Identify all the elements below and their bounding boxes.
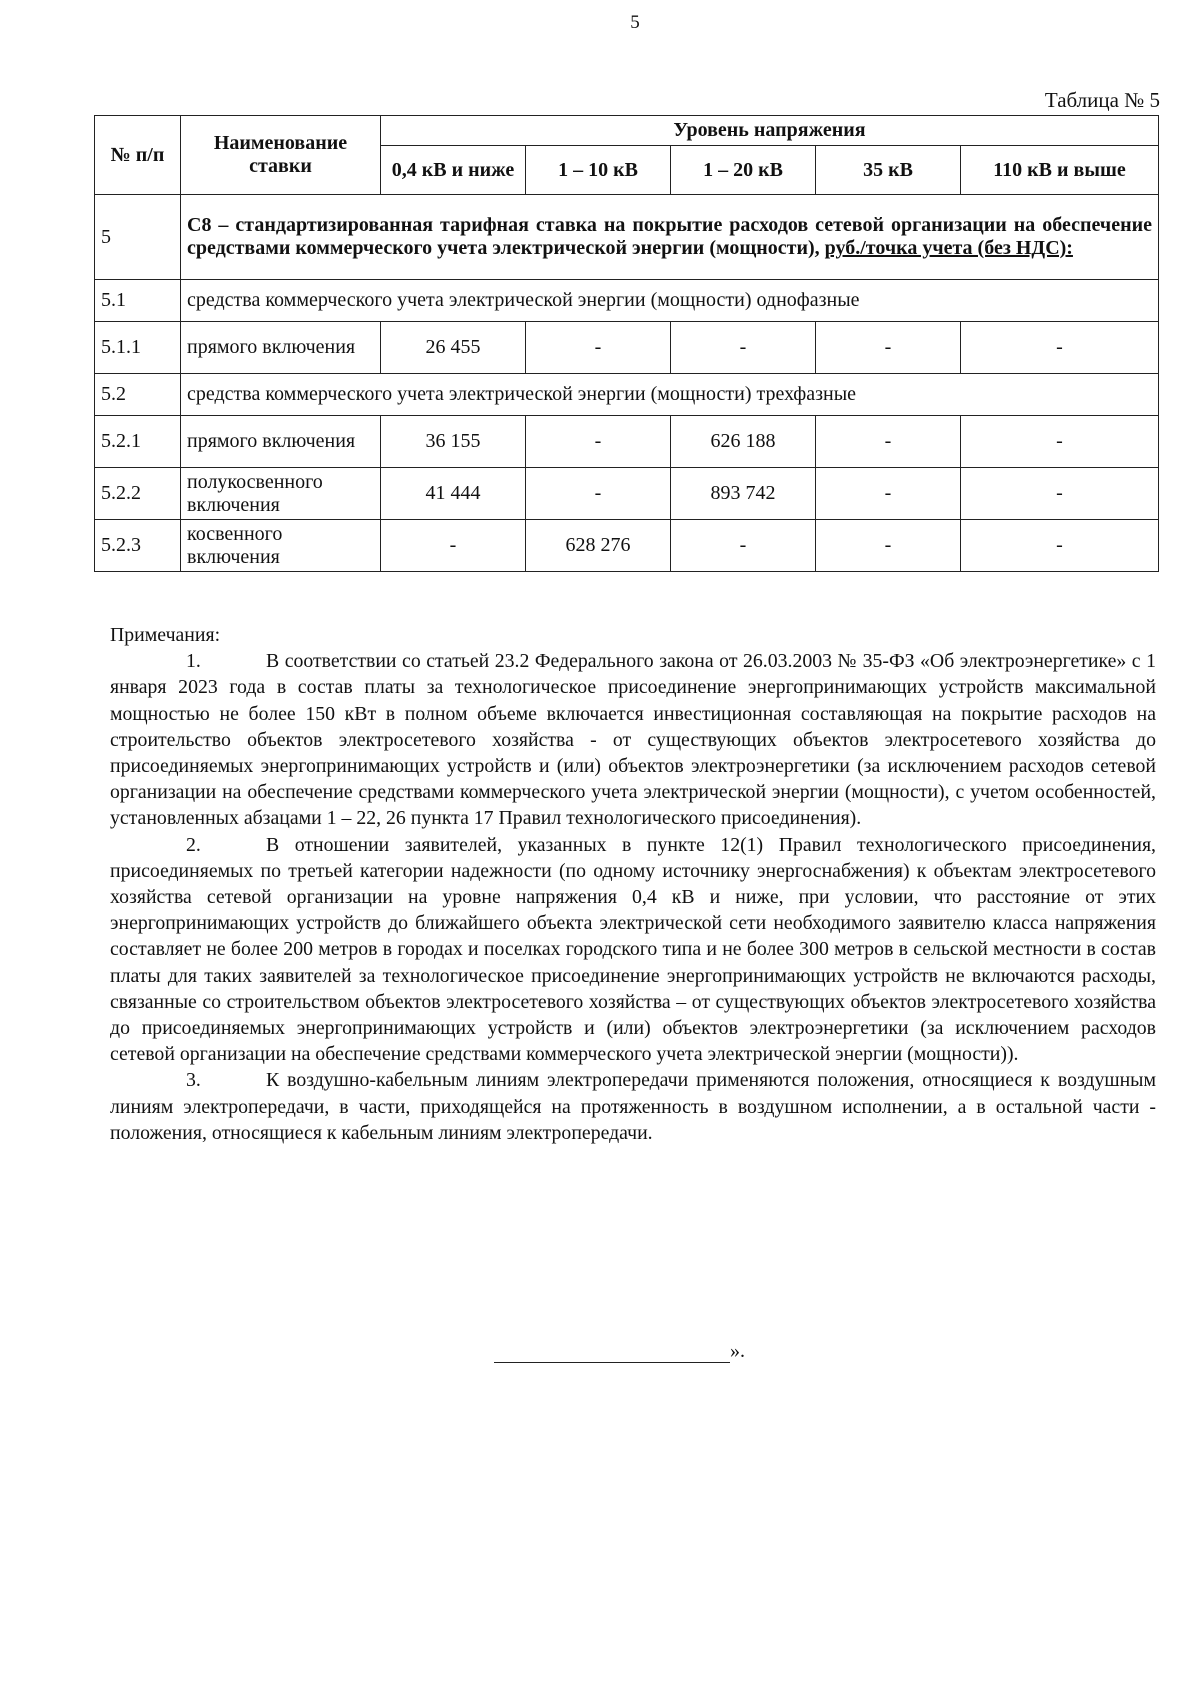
row-value: 893 742 (671, 468, 816, 520)
table-row (95, 322, 1159, 374)
row-name: полукосвенного включения (181, 468, 381, 520)
notes-list (110, 648, 1156, 1146)
row-value: - (816, 520, 961, 572)
row-num: 5.2.1 (95, 416, 181, 468)
row-value: - (961, 322, 1159, 374)
row-value: 626 188 (671, 416, 816, 468)
row-value: - (526, 322, 671, 374)
header-name: Наименование ставки (181, 116, 381, 195)
row-value: - (526, 416, 671, 468)
closing-quote: ». (730, 1340, 745, 1362)
row-value: - (816, 416, 961, 468)
closing-mark (494, 1340, 745, 1363)
section-5-title-text: С8 – стандартизированная тарифная ставка на покрытие расходов сетевой организации на обеспечение средствами коммерческого учета электрической энергии (мощности), (187, 214, 1152, 259)
section-5-title (181, 195, 1159, 280)
row-name: прямого включения (181, 416, 381, 468)
header-voltage-4: 110 кВ и выше (961, 146, 1159, 195)
header-voltage-0: 0,4 кВ и ниже (381, 146, 526, 195)
row-value: - (961, 416, 1159, 468)
row-value: 41 444 (381, 468, 526, 520)
row-name: косвенного включения (181, 520, 381, 572)
table-row (95, 520, 1159, 572)
note-item (110, 832, 1156, 1068)
note-text: В соответствии со статьей 23.2 Федерального закона от 26.03.2003 № 35-ФЗ «Об электроэнергетике» с 1 января 2023 года в состав платы за технологическое присоединение энергопринимающих устройств максимальной мощностью не более 150 кВт в полном объеме включается инвестиционная составляющая на покрытие расходов на строительство объектов электросетевого хозяйства - от существующих объектов электросетевого хозяйства до присоединяемых энергопринимающих устройств и (или) объектов электроэнергетики (за исключением расходов сетевой организации на обеспечение средствами коммерческого учета электрической энергии (мощности), с учетом особенностей, установленных абзацами 1 – 22, 26 пункта 17 Правил технологического присоединения). (110, 650, 1156, 830)
row-value: - (381, 520, 526, 572)
row-value: - (526, 468, 671, 520)
closing-line (494, 1342, 730, 1363)
row-value: - (961, 468, 1159, 520)
table-row (95, 416, 1159, 468)
section-5-1-title: средства коммерческого учета электрической энергии (мощности) однофазные (181, 280, 1159, 322)
section-5-num: 5 (95, 195, 181, 280)
note-text: В отношении заявителей, указанных в пункте 12(1) Правил технологического присоединения, присоединяемых по третьей категории надежности (по одному источнику энергоснабжения) к объектам электросетевого хозяйства сетевой организации на уровне напряжения 0,4 кВ и ниже, при условии, что расстояние от этих энергопринимающих устройств до ближайшего объекта электрической сети необходимого заявителю класса напряжения составляет не более 200 метров в городах и поселках городского типа и не более 300 метров в сельской местности в состав платы для таких заявителей за технологическое присоединение энергопринимающих устройств не включаются расходы, связанные со строительством объектов электросетевого хозяйства – от существующих объектов электросетевого хозяйства до присоединяемых энергопринимающих устройств и (или) объектов электроэнергетики (за исключением расходов сетевой организации на обеспечение средствами коммерческого учета электрической энергии (мощности)). (110, 833, 1156, 1066)
header-voltage-3: 35 кВ (816, 146, 961, 195)
note-text: К воздушно-кабельным линиям электропередачи применяются положения, относящиеся к воздушным линиям электропередачи, в части, приходящейся на протяженность в воздушном исполнении, а в остальной части - положения, относящиеся к кабельным линиям электропередачи. (110, 1069, 1156, 1144)
notes-title: Примечания: (110, 624, 221, 646)
row-value: - (671, 322, 816, 374)
note-item (110, 1067, 1156, 1146)
page-number: 5 (630, 12, 640, 33)
section-5-2-title: средства коммерческого учета электрической энергии (мощности) трехфазные (181, 374, 1159, 416)
row-num: 5.1.1 (95, 322, 181, 374)
header-num: № п/п (95, 116, 181, 195)
row-value: 36 155 (381, 416, 526, 468)
row-num: 5.2.3 (95, 520, 181, 572)
row-num: 5.2.2 (95, 468, 181, 520)
row-name: прямого включения (181, 322, 381, 374)
row-value: - (816, 322, 961, 374)
notes (110, 622, 1156, 1146)
header-voltage-1: 1 – 10 кВ (526, 146, 671, 195)
note-item (110, 648, 1156, 831)
table-row (95, 468, 1159, 520)
row-value: - (671, 520, 816, 572)
section-5-2-num: 5.2 (95, 374, 181, 416)
note-number: 1. (186, 650, 201, 673)
row-value: - (961, 520, 1159, 572)
section-5-1-num: 5.1 (95, 280, 181, 322)
row-value: 26 455 (381, 322, 526, 374)
row-value: 628 276 (526, 520, 671, 572)
section-5-title-unit: руб./точка учета (без НДС): (824, 237, 1073, 259)
note-number: 2. (186, 833, 201, 856)
header-voltage-2: 1 – 20 кВ (671, 146, 816, 195)
note-number: 3. (186, 1069, 201, 1092)
header-voltage-group: Уровень напряжения (381, 116, 1159, 146)
tariff-table (94, 115, 1159, 572)
row-value: - (816, 468, 961, 520)
table-caption: Таблица № 5 (1044, 88, 1160, 112)
